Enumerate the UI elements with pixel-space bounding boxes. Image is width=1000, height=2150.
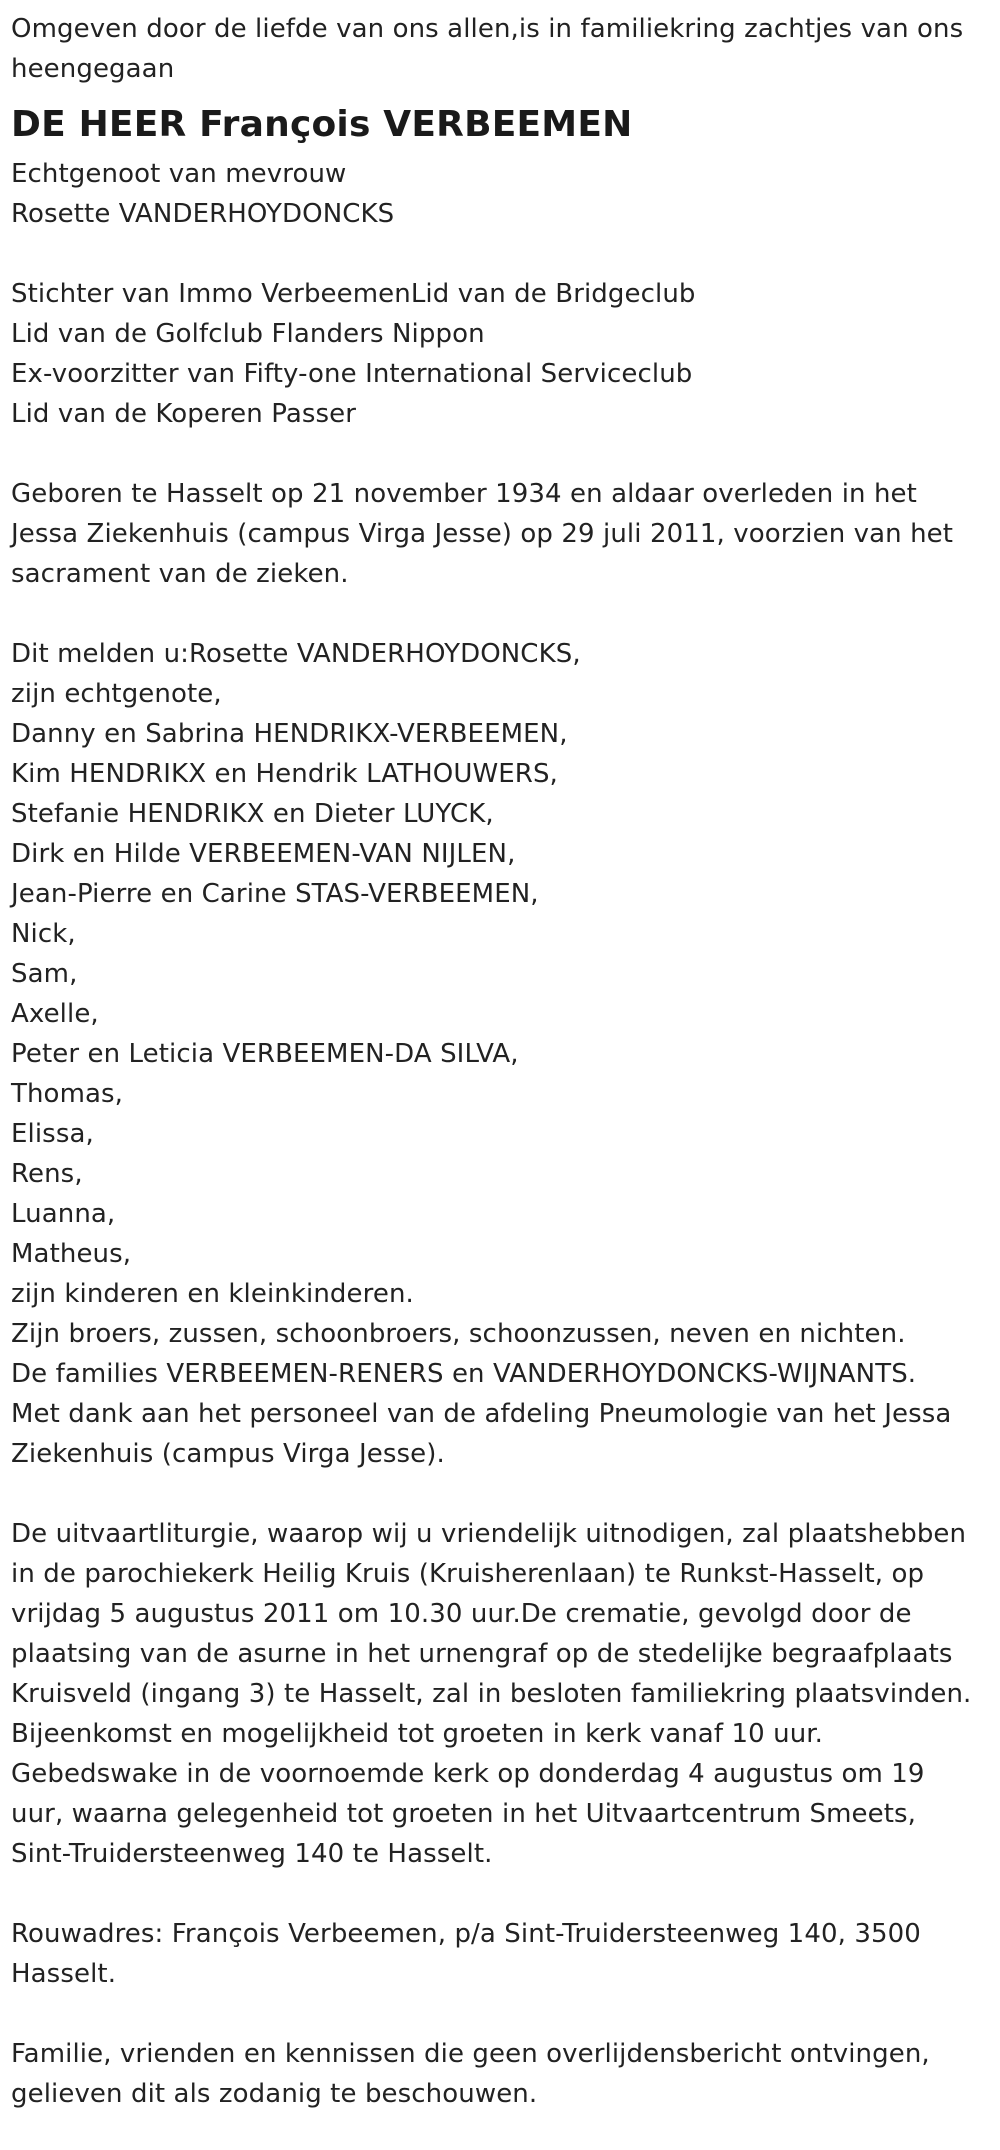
text-line: Ziekenhuis (campus Virga Jesse). [11,1439,445,1469]
text-line: Matheus, [11,1239,132,1269]
intro-paragraph [11,9,991,89]
text-line: zijn kinderen en kleinkinderen. [11,1279,414,1309]
text-line: De families VERBEEMEN-RENERS en VANDERHOYDONCKS-WIJNANTS. [11,1359,917,1389]
text-line: Gebedswake in de voornoemde kerk op donderdag 4 augustus om 19 [11,1759,925,1789]
family-paragraph [11,634,991,1474]
text-line: De uitvaartliturgie, waarop wij u vriendelijk uitnodigen, zal plaatshebben [11,1519,967,1549]
funeral-paragraph [11,1514,991,1874]
text-line: Peter en Leticia VERBEEMEN-DA SILVA, [11,1039,519,1069]
text-line: Jessa Ziekenhuis (campus Virga Jesse) op 29 juli 2011, voorzien van het [11,519,954,549]
text-line: Rosette VANDERHOYDONCKS [11,199,395,229]
paragraph-gap [11,1994,991,2034]
text-line: Axelle, [11,999,99,1029]
text-line: zijn echtgenote, [11,679,222,709]
birth-death-paragraph [11,474,991,594]
text-line: Dirk en Hilde VERBEEMEN-VAN NIJLEN, [11,839,516,869]
text-line: Sam, [11,959,78,989]
text-line: Bijeenkomst en mogelijkheid tot groeten in kerk vanaf 10 uur. [11,1719,824,1749]
text-line: Stichter van Immo VerbeemenLid van de Bridgeclub [11,279,696,309]
spouse-paragraph [11,154,991,234]
text-line: Familie, vrienden en kennissen die geen overlijdensbericht ontvingen, [11,2039,930,2069]
text-line: Stefanie HENDRIKX en Dieter LUYCK, [11,799,494,829]
text-line: gelieven dit als zodanig te beschouwen. [11,2079,538,2109]
text-line: Kim HENDRIKX en Hendrik LATHOUWERS, [11,759,558,789]
paragraph-gap [11,234,991,274]
text-line: Kruisveld (ingang 3) te Hasselt, zal in besloten familiekring plaatsvinden. [11,1679,972,1709]
text-line: Zijn broers, zussen, schoonbroers, schoonzussen, neven en nichten. [11,1319,906,1349]
text-line: Hasselt. [11,1959,117,1989]
address-paragraph [11,1914,991,1994]
text-line: Geboren te Hasselt op 21 november 1934 en aldaar overleden in het [11,479,917,509]
text-line: Lid van de Golfclub Flanders Nippon [11,319,485,349]
text-line: Met dank aan het personeel van de afdeling Pneumologie van het Jessa [11,1399,952,1429]
text-line: Nick, [11,919,76,949]
text-line: Jean-Pierre en Carine STAS-VERBEEMEN, [11,879,539,909]
text-line: Sint-Truidersteenweg 140 te Hasselt. [11,1839,493,1869]
text-line: uur, waarna gelegenheid tot groeten in het Uitvaartcentrum Smeets, [11,1799,917,1829]
text-line: heengegaan [11,54,175,84]
text-line: plaatsing van de asurne in het urnengraf op de stedelijke begraafplaats [11,1639,953,1669]
text-line: in de parochiekerk Heilig Kruis (Kruisherenlaan) te Runkst-Hasselt, op [11,1559,925,1589]
text-line: Thomas, [11,1079,124,1109]
paragraph-gap [11,594,991,634]
death-notice [11,9,991,2114]
text-line: Rouwadres: François Verbeemen, p/a Sint-Truidersteenweg 140, 3500 [11,1919,921,1949]
text-line: Elissa, [11,1119,94,1149]
text-line: Omgeven door de liefde van ons allen,is in familiekring zachtjes van ons [11,14,964,44]
deceased-name-title: DE HEER François VERBEEMEN [11,104,633,145]
paragraph-gap [11,434,991,474]
text-line: Rens, [11,1159,83,1189]
affiliations-paragraph [11,274,991,434]
text-line: Dit melden u:Rosette VANDERHOYDONCKS, [11,639,581,669]
text-line: vrijdag 5 augustus 2011 om 10.30 uur.De crematie, gevolgd door de [11,1599,912,1629]
closing-paragraph [11,2034,991,2114]
text-line: Lid van de Koperen Passer [11,399,357,429]
text-line: Luanna, [11,1199,116,1229]
text-line: sacrament van de zieken. [11,559,349,589]
text-line: Echtgenoot van mevrouw [11,159,347,189]
paragraph-gap [11,1474,991,1514]
text-line: Danny en Sabrina HENDRIKX-VERBEEMEN, [11,719,568,749]
text-line: Ex-voorzitter van Fifty-one International Serviceclub [11,359,693,389]
paragraph-gap [11,1874,991,1914]
